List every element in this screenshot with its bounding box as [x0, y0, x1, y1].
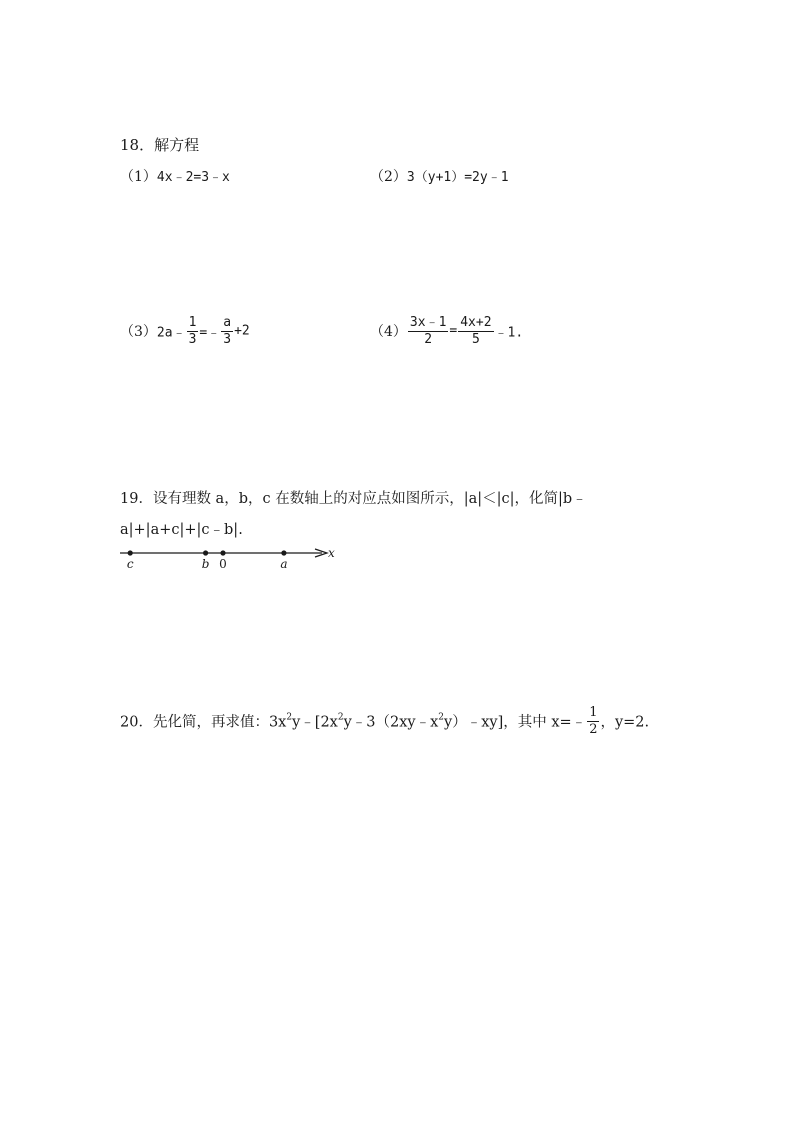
q20-t1: y﹣[2x: [292, 714, 338, 731]
part-label: （1）: [120, 169, 157, 185]
axis-point-b: [203, 550, 208, 555]
q19-line1: 19．设有理数 a，b，c 在数轴上的对应点如图所示，|a|＜|c|，化简|b﹣: [120, 491, 587, 507]
eq-mid: =﹣: [199, 325, 221, 341]
eq-pre: 2a﹣: [156, 325, 186, 341]
denominator: 2: [589, 721, 598, 737]
numerator: 3x﹣1: [409, 315, 447, 330]
axis-point-c: [128, 550, 133, 555]
part-label: （3）: [120, 324, 157, 341]
part-label: （4）: [370, 324, 407, 341]
q20-post: ，y=2.: [600, 714, 650, 731]
eq-mid: =: [449, 323, 458, 339]
numerator: 1: [589, 705, 598, 720]
fraction-1: [187, 316, 199, 346]
q20-t2: y﹣3（2xy﹣x: [343, 714, 439, 731]
exponent: 2: [337, 712, 344, 723]
q18-part1: [120, 166, 230, 186]
exponent: 2: [286, 712, 293, 723]
fraction-2: [458, 316, 493, 346]
eq-post: +2: [234, 323, 250, 339]
eq-post: ﹣1.: [494, 325, 524, 341]
fraction: [587, 706, 599, 736]
numerator: a: [223, 315, 232, 330]
equation: 4x﹣2=3﹣x: [156, 170, 230, 185]
number-line: [115, 543, 345, 575]
q18-title: 18．解方程: [120, 136, 200, 154]
numerator: 4x+2: [460, 315, 492, 330]
axis-point-label-c: c: [126, 557, 134, 571]
part-label: （2）: [370, 169, 407, 185]
denominator: 2: [424, 331, 433, 347]
axis-point-label-0: 0: [219, 557, 227, 571]
equation: 3（y+1）=2y﹣1: [406, 170, 509, 185]
axis-x-label: x: [328, 546, 335, 560]
fraction-1: [408, 316, 448, 346]
denominator: 3: [223, 331, 232, 347]
axis-point-label-b: b: [201, 557, 210, 571]
q18-part3: [120, 316, 250, 346]
numerator: 1: [188, 315, 197, 330]
q19-line2: a|+|a+c|+|c﹣b|.: [120, 522, 243, 538]
axis-origin-point: [220, 550, 225, 555]
exponent: 2: [438, 712, 445, 723]
denominator: 5: [471, 331, 480, 347]
q18-part4: [370, 316, 523, 346]
q20-pre: 20．先化简，再求值：3x: [120, 714, 287, 731]
denominator: 3: [188, 331, 197, 347]
q20-text: [120, 706, 649, 736]
q18-part2: [370, 166, 509, 186]
fraction-2: [221, 316, 233, 346]
axis-point-a: [281, 550, 286, 555]
axis-point-label-a: a: [280, 557, 288, 571]
q20-t3: y）﹣xy]，其中 x=﹣: [444, 714, 587, 731]
